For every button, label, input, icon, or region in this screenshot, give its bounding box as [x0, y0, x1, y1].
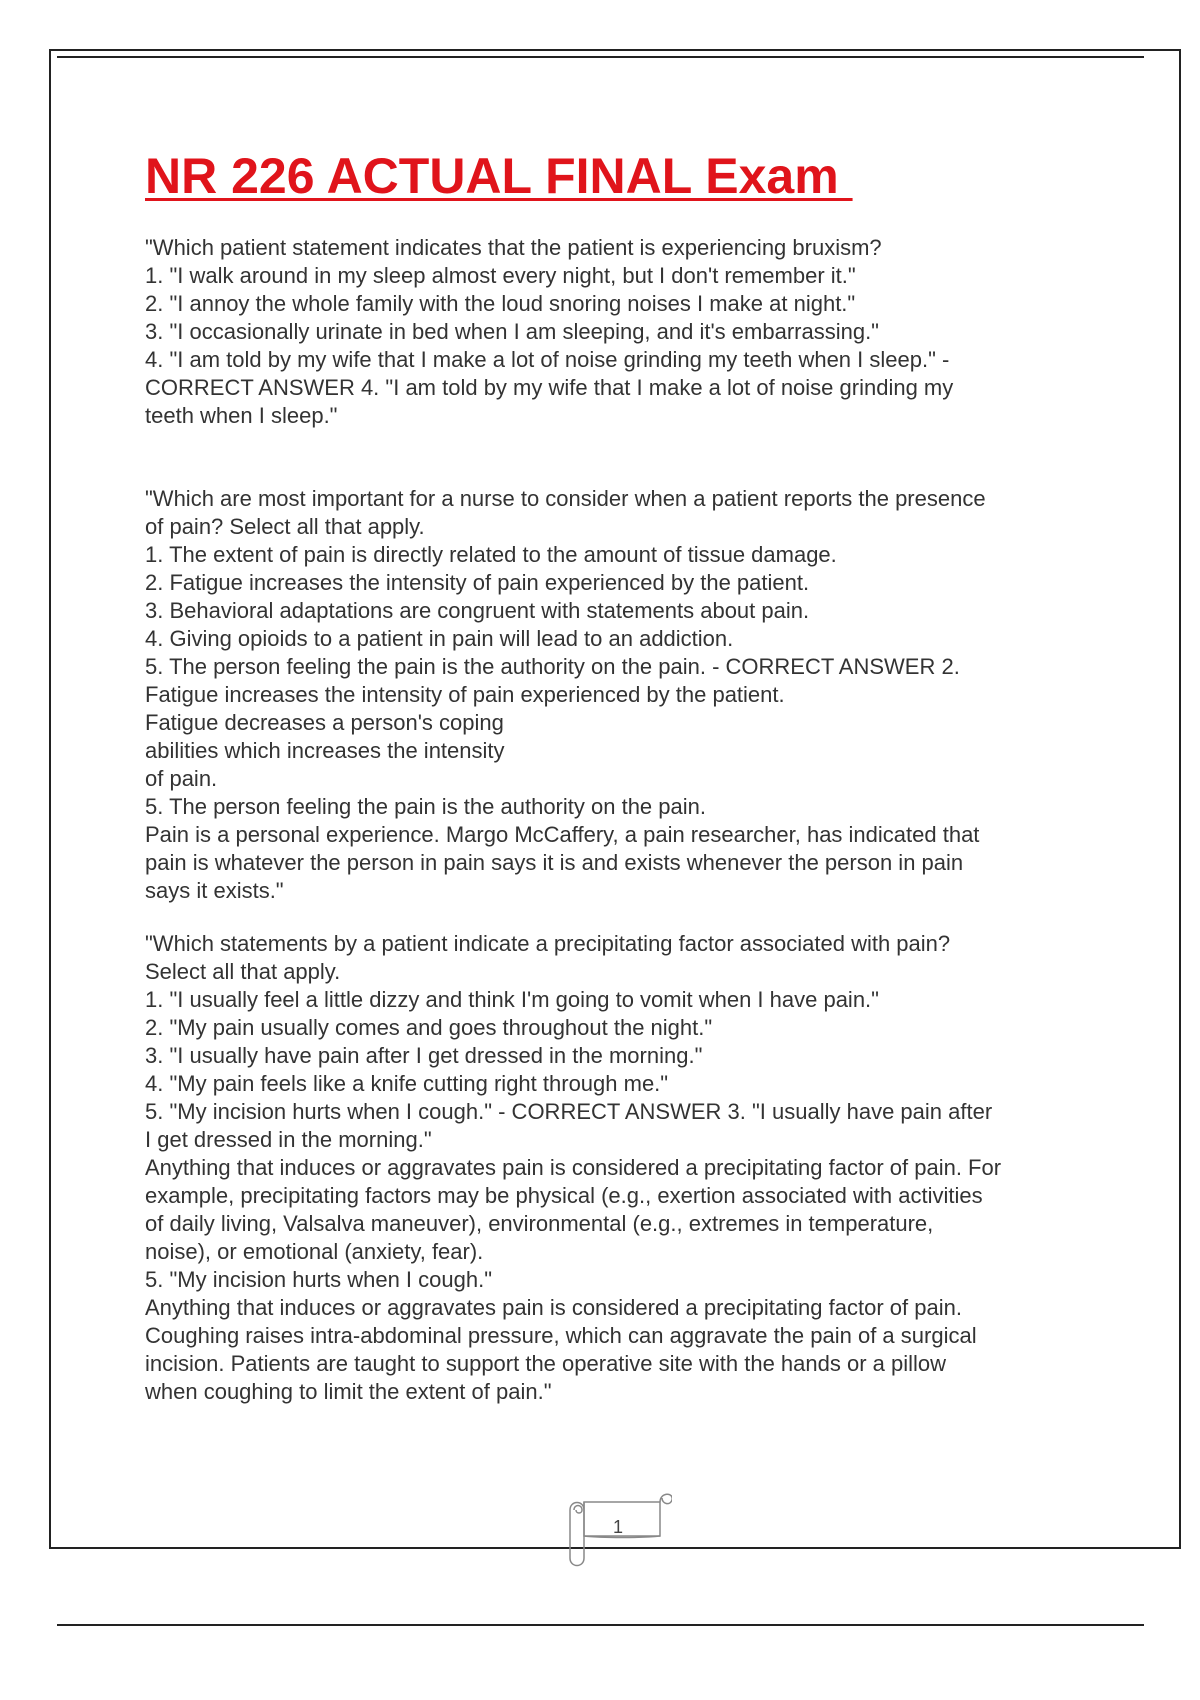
option-line: 3. Behavioral adaptations are congruent with statements about pain.: [145, 598, 810, 623]
footer-rule: [57, 1624, 1144, 1626]
rationale-line: example, precipitating factors may be physical (e.g., exertion associated with activities: [145, 1183, 983, 1208]
answer-line: CORRECT ANSWER 4. "I am told by my wife that I make a lot of noise grinding my: [145, 375, 954, 400]
option-line: 2. "My pain usually comes and goes throughout the night.": [145, 1015, 713, 1040]
question-block-bruxism: [145, 234, 1095, 430]
rationale-line: of pain.: [145, 766, 218, 791]
question-line: "Which patient statement indicates that the patient is experiencing bruxism?: [145, 235, 882, 260]
rationale-line: Anything that induces or aggravates pain is considered a precipitating factor of pain.: [145, 1295, 962, 1320]
option-line: 4. "I am told by my wife that I make a lot of noise grinding my teeth when I sleep." -: [145, 347, 950, 372]
rationale-line: of daily living, Valsalva maneuver), environmental (e.g., extremes in temperature,: [145, 1211, 934, 1236]
rationale-line: pain is whatever the person in pain says it is and exists whenever the person in pain: [145, 850, 964, 875]
option-line: 1. The extent of pain is directly related to the amount of tissue damage.: [145, 542, 837, 567]
rationale-line: when coughing to limit the extent of pain.": [145, 1379, 552, 1404]
question-line: of pain? Select all that apply.: [145, 514, 425, 539]
rationale-line: Anything that induces or aggravates pain is considered a precipitating factor of pain. For: [145, 1155, 1002, 1180]
question-line: "Which statements by a patient indicate a precipitating factor associated with pain?: [145, 931, 951, 956]
option-line: 3. "I occasionally urinate in bed when I am sleeping, and it's embarrassing.": [145, 319, 879, 344]
rationale-line: Fatigue decreases a person's coping: [145, 710, 504, 735]
option-line: 5. "My incision hurts when I cough." - CORRECT ANSWER 3. "I usually have pain after: [145, 1099, 993, 1124]
answer-line: 5. "My incision hurts when I cough.": [145, 1267, 493, 1292]
option-line: 5. The person feeling the pain is the authority on the pain. - CORRECT ANSWER 2.: [145, 654, 960, 679]
answer-line: 5. The person feeling the pain is the authority on the pain.: [145, 794, 706, 819]
option-line: 3. "I usually have pain after I get dressed in the morning.": [145, 1043, 703, 1068]
option-line: 2. Fatigue increases the intensity of pain experienced by the patient.: [145, 570, 810, 595]
option-line: 1. "I usually feel a little dizzy and think I'm going to vomit when I have pain.": [145, 987, 879, 1012]
header-rule: [57, 56, 1144, 58]
option-line: 4. Giving opioids to a patient in pain will lead to an addiction.: [145, 626, 734, 651]
question-block-pain-considerations: [145, 485, 1095, 905]
rationale-line: Coughing raises intra-abdominal pressure, which can aggravate the pain of a surgical: [145, 1323, 977, 1348]
rationale-line: noise), or emotional (anxiety, fear).: [145, 1239, 484, 1264]
rationale-line: Pain is a personal experience. Margo McCaffery, a pain researcher, has indicated that: [145, 822, 980, 847]
question-block-precipitating-factor: [145, 930, 1095, 1406]
answer-line: teeth when I sleep.": [145, 403, 338, 428]
answer-line: I get dressed in the morning.": [145, 1127, 432, 1152]
page-number: 1: [612, 1517, 623, 1537]
question-line: "Which are most important for a nurse to consider when a patient reports the presence: [145, 486, 986, 511]
question-line: Select all that apply.: [145, 959, 341, 984]
rationale-line: abilities which increases the intensity: [145, 738, 505, 763]
option-line: 1. "I walk around in my sleep almost every night, but I don't remember it.": [145, 263, 856, 288]
rationale-line: incision. Patients are taught to support the operative site with the hands or a pillow: [145, 1351, 947, 1376]
document-title: NR 226 ACTUAL FINAL Exam: [145, 148, 853, 204]
option-line: 2. "I annoy the whole family with the loud snoring noises I make at night.": [145, 291, 856, 316]
rationale-line: says it exists.": [145, 878, 284, 903]
option-line: 4. "My pain feels like a knife cutting right through me.": [145, 1071, 669, 1096]
answer-line: Fatigue increases the intensity of pain experienced by the patient.: [145, 682, 785, 707]
